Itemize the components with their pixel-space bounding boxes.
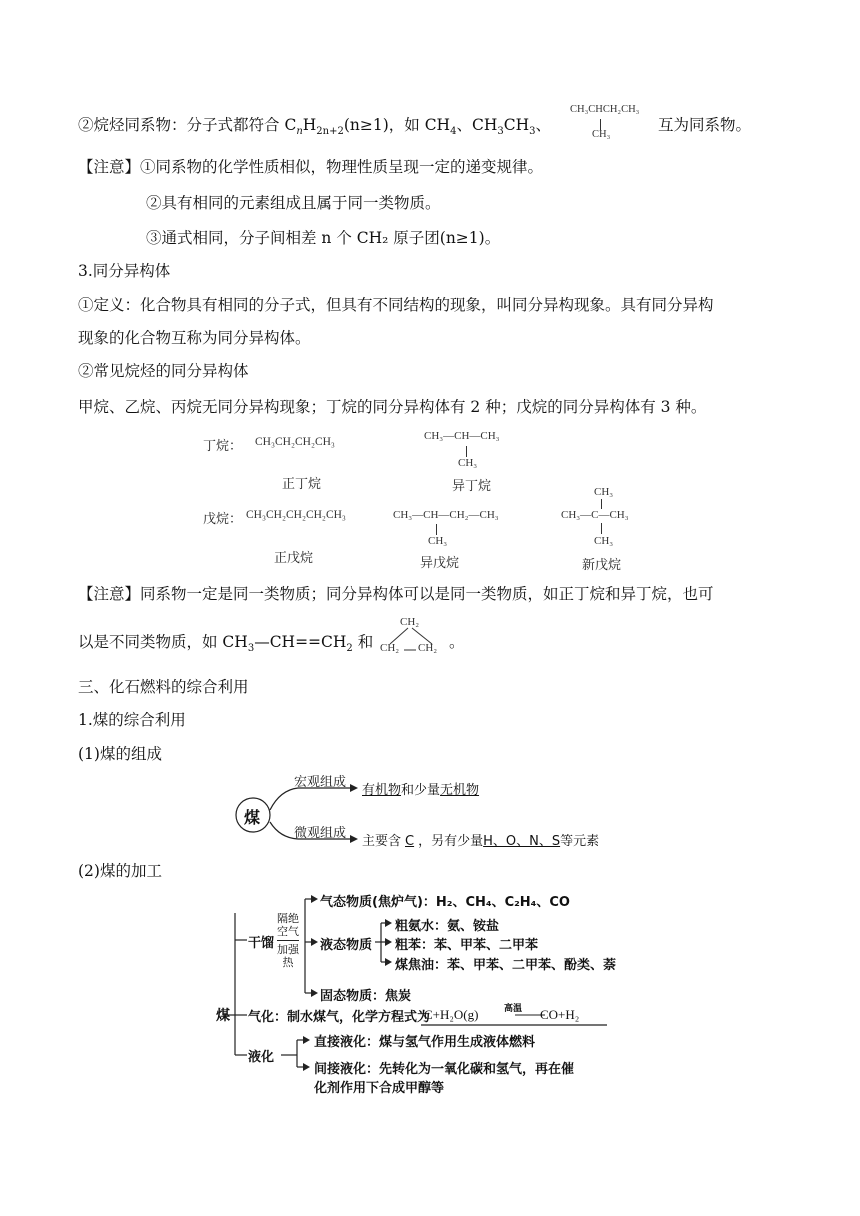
proc-liquefy: 液化 bbox=[248, 1050, 275, 1065]
proc-solid: 固态物质：焦炭 bbox=[320, 989, 412, 1004]
homolog-suffix: 互为同系物。 bbox=[658, 116, 752, 134]
iso-pentane-name: 异戊烷 bbox=[420, 556, 460, 571]
formula-n: n bbox=[296, 126, 303, 138]
composition-heading: (1)煤的组成 bbox=[78, 745, 162, 763]
proc-gas: 气态物质(焦炉气)：H₂、CH₄、C₂H₄、CO bbox=[320, 895, 570, 910]
note2-line2-a: 以是不同类物质，如 CH bbox=[78, 633, 248, 651]
macro-inorganic: 无机物 bbox=[440, 783, 480, 798]
homolog-mid: 、CH bbox=[456, 116, 498, 134]
micro-main: 主要含 bbox=[362, 834, 402, 849]
proc-condition bbox=[277, 912, 299, 969]
ch3-sub2: 3 bbox=[529, 126, 536, 138]
neo-pentane-mid: CH₃—C—CH₃ bbox=[561, 509, 629, 521]
proc-liquid-3: 煤焦油：苯、甲苯、二甲苯、酚类、萘 bbox=[395, 958, 617, 973]
section-heading: 三、化石燃料的综合利用 bbox=[78, 678, 249, 696]
isomer-desc: 甲烷、乙烷、丙烷无同分异构现象；丁烷的同分异构体有 2 种；戊烷的同分异构体有 3 种。 bbox=[78, 398, 707, 416]
homolog-sep: 、 bbox=[535, 116, 551, 134]
proc-dry-distillation: 干馏 bbox=[248, 936, 275, 951]
composition-macro-value bbox=[362, 779, 479, 798]
proc-liquid-2: 粗苯：苯、甲苯、二甲苯 bbox=[395, 938, 539, 953]
note2-line2 bbox=[78, 631, 373, 660]
proc-eq-left: C+H₂O(g) bbox=[424, 1007, 479, 1022]
composition-micro: 微观组成 bbox=[294, 826, 347, 841]
iso-butane-bond bbox=[466, 446, 467, 457]
composition-center: 煤 bbox=[244, 808, 261, 827]
neo-pentane-name: 新戊烷 bbox=[582, 558, 622, 573]
micro-also: ，另有少量 bbox=[418, 834, 484, 849]
processing-heading: (2)煤的加工 bbox=[78, 862, 162, 880]
homolog-structure-bottom: CH₃ bbox=[592, 129, 611, 140]
formula-c: C bbox=[284, 116, 297, 134]
note2-end: 。 bbox=[449, 633, 465, 651]
proc-eq-cond: 高温 bbox=[504, 1004, 523, 1014]
isomer-def1: ①定义：化合物具有相同的分子式，但具有不同结构的现象，叫同分异构现象。具有同分异构 bbox=[78, 296, 714, 314]
iso-butane-name: 异丁烷 bbox=[452, 479, 492, 494]
proc-cond3: 加强 bbox=[277, 943, 299, 956]
neo-pentane-bottom: CH₃ bbox=[594, 535, 614, 547]
proc-gasify: 气化：制水煤气，化学方程式为 bbox=[248, 1010, 431, 1025]
micro-carbon: C bbox=[405, 834, 415, 849]
isomer-heading: 3.同分异构体 bbox=[78, 262, 171, 280]
proc-liquid: 液态物质 bbox=[320, 938, 373, 953]
proc-cond4: 热 bbox=[282, 956, 294, 969]
neo-pentane-top: CH₃ bbox=[594, 486, 614, 498]
neo-pentane-bond-top bbox=[601, 499, 602, 509]
n-butane-formula: CH₃CH₂CH₂CH₃ bbox=[255, 436, 335, 448]
homolog-structure-top: CH₃CHCH₂CH₃ bbox=[570, 104, 640, 115]
iso-butane-bottom: CH₃ bbox=[458, 457, 478, 469]
note1-line3: ③通式相同，分子间相差 n 个 CH₂ 原子团(n≥1)。 bbox=[146, 229, 501, 247]
isomer-common: ②常见烷烃的同分异构体 bbox=[78, 362, 249, 380]
ch4-sub: 4 bbox=[450, 126, 457, 138]
note1-line2: ②具有相同的元素组成且属于同一类物质。 bbox=[146, 194, 441, 212]
iso-pentane-bottom: CH₃ bbox=[428, 535, 448, 547]
note2-line2-c: 和 bbox=[352, 633, 374, 651]
formula-cond: (n≥1)，如 CH bbox=[343, 116, 451, 134]
note2-line2-b: —CH==CH bbox=[254, 633, 347, 651]
note2-sub1: 3 bbox=[247, 643, 255, 655]
n-pentane-formula: CH₃CH₂CH₂CH₂CH₃ bbox=[246, 509, 346, 521]
isomer-def2: 现象的化合物互称为同分异构体。 bbox=[78, 329, 311, 347]
proc-eq-right: CO+H₂ bbox=[540, 1007, 580, 1022]
proc-cond2: 空气 bbox=[277, 925, 299, 938]
proc-coal: 煤 bbox=[216, 1008, 230, 1024]
ring-right: CH₂ bbox=[418, 642, 438, 654]
proc-indirect-1: 间接液化：先转化为一氧化碳和氢气，再在催 bbox=[314, 1062, 575, 1077]
macro-and: 和少量 bbox=[401, 783, 441, 798]
micro-suffix: 等元素 bbox=[560, 834, 600, 849]
composition-micro-value bbox=[362, 830, 599, 849]
composition-macro: 宏观组成 bbox=[294, 775, 347, 790]
note1-line1: 【注意】①同系物的化学性质相似，物理性质呈现一定的递变规律。 bbox=[78, 158, 544, 176]
iso-pentane-bond bbox=[436, 524, 437, 535]
proc-liquid-1: 粗氨水：氨、铵盐 bbox=[395, 919, 500, 934]
ch3-sub1: 3 bbox=[497, 126, 504, 138]
note2-sub2: 2 bbox=[346, 643, 353, 655]
n-butane-name: 正丁烷 bbox=[282, 477, 322, 492]
coal-heading: 1.煤的综合利用 bbox=[78, 711, 186, 729]
neo-pentane-bond-bottom bbox=[601, 523, 602, 534]
butane-label: 丁烷： bbox=[203, 439, 243, 454]
pentane-label: 戊烷： bbox=[203, 512, 243, 527]
ring-left: CH₂ bbox=[380, 642, 400, 654]
proc-direct: 直接液化：煤与氢气作用生成液体燃料 bbox=[314, 1035, 536, 1050]
proc-cond-divider bbox=[277, 940, 299, 941]
iso-pentane-top: CH₃—CH—CH₂—CH₃ bbox=[393, 509, 499, 521]
iso-butane-top: CH₃—CH—CH₃ bbox=[424, 430, 500, 442]
macro-organic: 有机物 bbox=[362, 783, 402, 798]
formula-h: H bbox=[302, 116, 317, 134]
n-pentane-name: 正戊烷 bbox=[274, 551, 314, 566]
ring-top: CH₂ bbox=[400, 616, 420, 628]
proc-cond1: 隔绝 bbox=[277, 912, 299, 925]
proc-indirect-2: 化剂作用下合成甲醇等 bbox=[314, 1081, 445, 1096]
note2-line1: 【注意】同系物一定是同一类物质；同分异构体可以是同一类物质，如正丁烷和异丁烷，也可 bbox=[78, 585, 714, 603]
formula-sub: 2n+2 bbox=[316, 126, 344, 138]
micro-elements: H、O、N、S bbox=[483, 834, 561, 849]
ch3b: CH bbox=[503, 116, 530, 134]
homolog-line bbox=[78, 114, 551, 143]
homolog-prefix: ②烷烃同系物：分子式都符合 bbox=[78, 116, 285, 134]
